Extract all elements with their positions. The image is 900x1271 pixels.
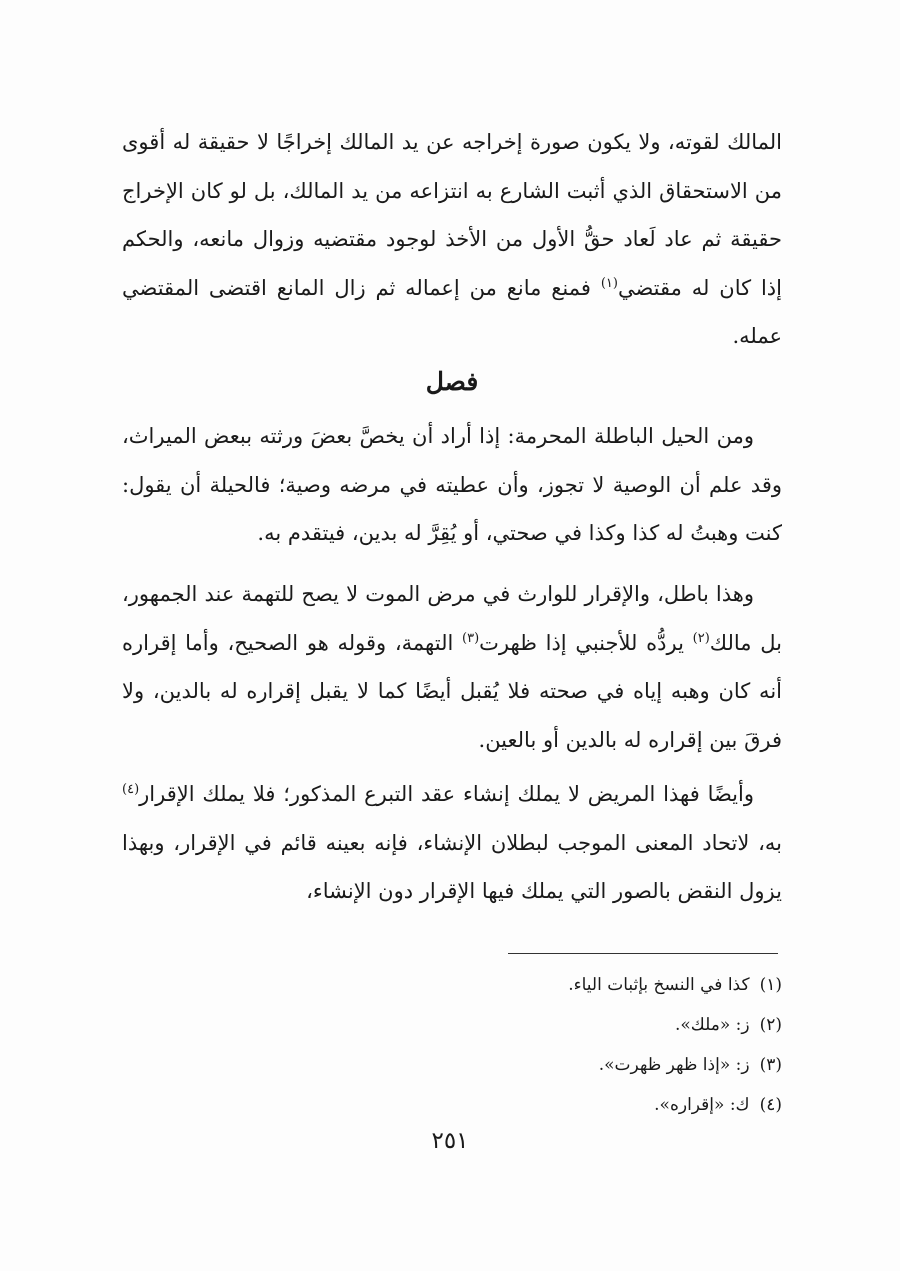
paragraph-top-text: المالك لقوته، ولا يكون صورة إخراجه عن يد المالك إخراجًا لا حقيقة له أقوى من الاستحقاق الذي أثبت الشارع به انتزاعه من يد المالك، بل لو كان الإخراج حقيقة ثم عاد لَعاد حقُّ الأول من الأخذ لوجود مقتضيه وزوال مانعه، والحكم إذا كان له مقتضي [122, 130, 782, 300]
footnote-ref-3[interactable]: (٣) [462, 630, 480, 646]
footnote-item [122, 1045, 782, 1085]
paragraph-3-part-a: وأيضًا فهذا المريض لا يملك إنشاء عقد التبرع المذكور؛ فلا يملك الإقرار [139, 782, 754, 806]
footnote-text: ز: «إذا ظهر ظهرت». [598, 1055, 750, 1075]
footnote-text: ز: «ملك». [674, 1015, 750, 1035]
paragraph-3 [122, 770, 782, 916]
page-number: ٢٥١ [431, 1128, 469, 1154]
footnote-number: (٤) [759, 1095, 782, 1115]
paragraph-2-part-c: التهمة، وقوله هو الصحيح، وأما إقراره أنه كان وهبه إياه في صحته فلا يُقبل أيضًا كما لا يقبل إقراره له بالدين، ولا فرقَ بين إقراره له بالدين أو بالعين. [122, 630, 782, 752]
paragraph-1: ومن الحيل الباطلة المحرمة: إذا أراد أن يخصَّ بعضَ ورثته ببعض الميراث، وقد علم أن الوصية لا تجوز، وأن عطيته في مرضه وصية؛ فالحيلة أن يقول: كنت وهبتُ له كذا وكذا في صحتي، أو يُقِرَّ له بدين، فيتقدم به. [122, 424, 782, 545]
footnote-ref-2[interactable]: (٢) [692, 630, 710, 646]
paragraph-top [122, 118, 782, 361]
footnote-number: (١) [759, 975, 782, 995]
footnote-number: (٣) [759, 1055, 782, 1075]
footnote-ref-1[interactable]: (١) [600, 275, 618, 291]
paragraph-3-part-b: به، لاتحاد المعنى الموجب لبطلان الإنشاء، فإنه بعينه قائم في الإقرار، وبهذا يزول النقض بالصور التي يملك فيها الإقرار دون الإنشاء، [122, 830, 782, 903]
paragraph-2-part-a: وهذا باطل، والإقرار للوارث في مرض الموت لا يصح للتهمة عند الجمهور، بل مالك [122, 582, 782, 655]
footnote-item [122, 1005, 782, 1045]
paragraph-2 [122, 570, 782, 764]
footnote-ref-4[interactable]: (٤) [122, 782, 140, 797]
footnote-item [122, 1085, 782, 1125]
paragraph-top-tail: فمنع مانع من إعماله ثم زال المانع اقتضى المقتضي عمله. [122, 275, 782, 348]
footnote-text: ك: «إقراره». [654, 1095, 750, 1115]
footnote-separator [508, 953, 778, 954]
section-heading: فصل [425, 367, 479, 396]
footnotes-list [122, 965, 782, 1125]
footnote-number: (٢) [759, 1015, 782, 1035]
paragraph-2-part-b: يردُّه للأجنبي إذا ظهرت [479, 630, 693, 655]
footnote-text: كذا في النسخ بإثبات الياء. [568, 975, 750, 995]
footnote-item [122, 965, 782, 1005]
